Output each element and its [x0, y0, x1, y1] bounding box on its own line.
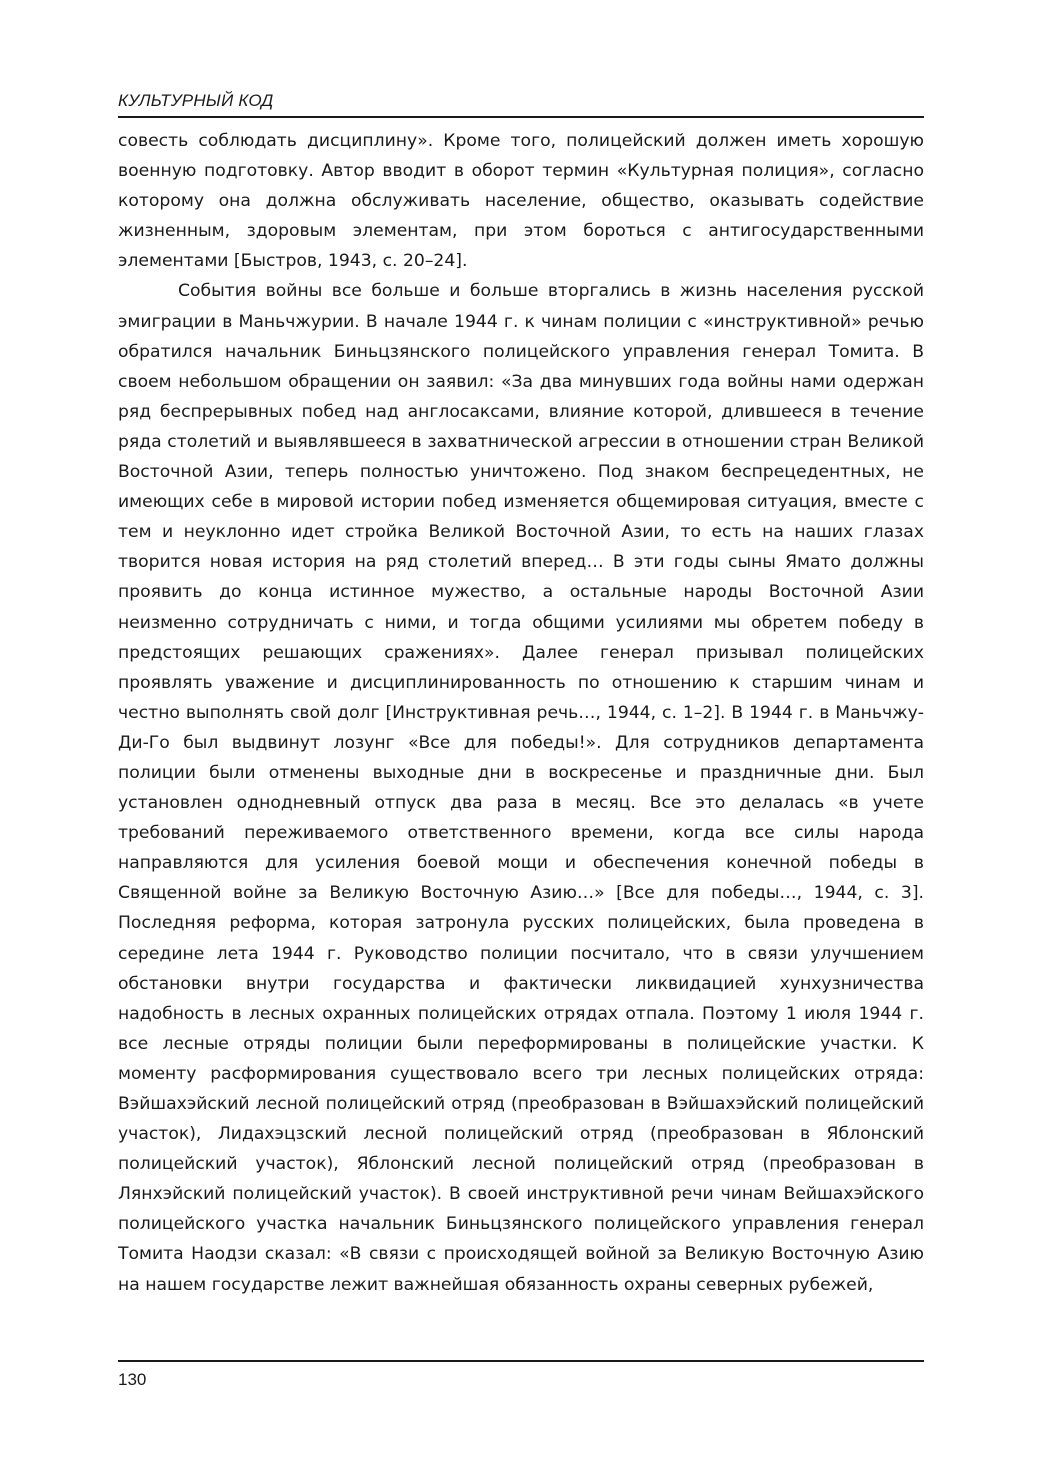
running-header: [118, 90, 924, 118]
running-header-title: КУЛЬТУРНЫЙ КОД: [118, 91, 274, 110]
body-text: [118, 126, 924, 1300]
paragraph-continuation: совесть соблюдать дисциплину». Кроме того, полицейский должен иметь хорошую военную подготовку. Автор вводит в оборот термин «Культурная полиция», согласно которому она должна обслуживать население, общество, оказывать содействие жизненным, здоровым элементам, при этом бороться с антигосударственными элементами [Быстров, 1943, с. 20–24].: [118, 131, 924, 272]
footer-divider: [118, 1360, 924, 1362]
document-page: [118, 0, 924, 1478]
page-number: 130: [118, 1370, 147, 1389]
paragraph: События войны все больше и больше вторгались в жизнь населения русской эмиграции в Маньчжурии. В начале 1944 г. к чинам полиции с «инструктивной» речью обратился начальник Биньцзянского полицейского управления генерал Томита. В своем небольшом обращении он заявил: «За два минувших года войны нами одержан ряд беспрерывных побед над англосаксами, влияние которой, длившееся в течение ряда столетий и выявлявшееся в захватнической агрессии в отношении стран Великой Восточной Азии, теперь полностью уничтожено. Под знаком беспрецедентных, не имеющих себе в мировой истории побед изменяется общемировая ситуация, вместе с тем и неуклонно идет стройка Великой Восточной Азии, то есть на наших глазах творится новая история на ряд столетий вперед… В эти годы сыны Ямато должны проявить до конца истинное мужество, а остальные народы Восточной Азии неизменно сотрудничать с ними, и тогда общими усилиями мы обретем победу в предстоящих решающих сражениях». Далее генерал призывал полицейских проявлять уважение и дисциплинированность по отношению к старшим чинам и честно выполнять свой долг [Инструктивная речь…, 1944, с. 1–2]. В 1944 г. в Маньчжу-Ди-Го был выдвинут лозунг «Все для победы!». Для сотрудников департамента полиции были отменены выходные дни в воскресенье и праздничные дни. Был установлен однодневный отпуск два раза в месяц. Все это делалась «в учете требований переживаемого ответственного времени, когда все силы народа направляются для усиления боевой мощи и обеспечения конечной победы в Священной войне за Великую Восточную Азию…» [Все для победы…, 1944, с. 3]. Последняя реформа, которая затронула русских полицейских, была проведена в середине лета 1944 г. Руководство полиции посчитало, что в связи улучшением обстановки внутри государства и фактически ликвидацией хунхузничества надобность в лесных охранных полицейских отрядах отпала. Поэтому 1 июля 1944 г. все лесные отряды полиции были переформированы в полицейские участки. К моменту расформирования существовало всего три лесных полицейских отряда: Вэйшахэйский лесной полицейский отряд (преобразован в Вэйшахэйский полицейский участок), Лидахэцзский лесной полицейский отряд (преобразован в Яблонский полицейский участок), Яблонский лесной полицейский отряд (преобразован в Лянхэйский полицейский участок). В своей инструктивной речи чинам Вейшахэйского полицейского участка начальник Биньцзянского полицейского управления генерал Томита Наодзи сказал: «В связи с происходящей войной за Великую Восточную Азию на нашем государстве лежит важнейшая обязанность охраны северных рубежей,: [118, 281, 924, 1295]
